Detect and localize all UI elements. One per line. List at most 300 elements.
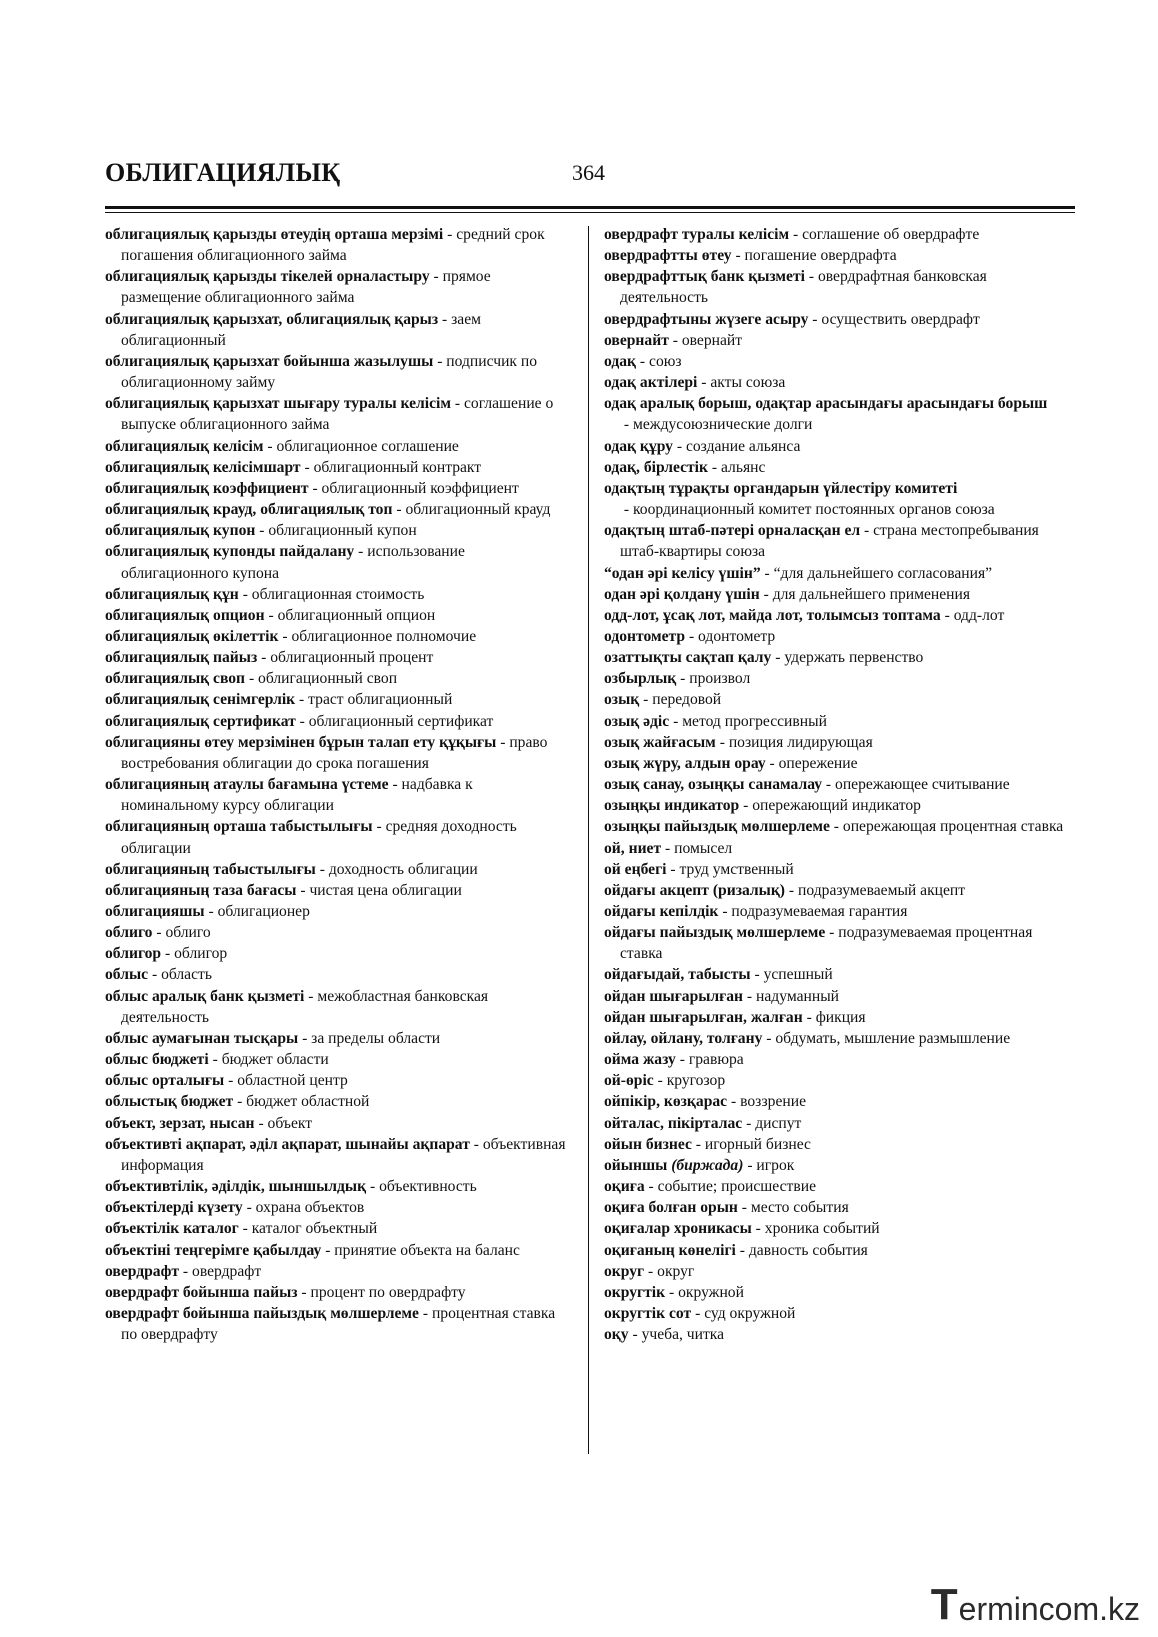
dictionary-entry [105,774,570,816]
dictionary-entry [604,859,1076,880]
entry-separator: - [254,1114,268,1132]
entry-definition: охрана объектов [255,1199,365,1217]
entry-definition: одонтометр [698,627,776,645]
entry-separator: - [242,1199,256,1217]
entry-definition: принятие объекта на баланс [334,1241,520,1259]
entry-definition: использование облигационного купона [121,543,465,582]
dictionary-entry [105,922,570,943]
entry-definition: создание альянса [685,437,801,455]
entry-separator: - [697,374,711,392]
entry-term: облигациялық қарызхат бойынша жазылушы [105,352,434,370]
entry-separator: - [735,1241,749,1259]
entry-term: овердрафт бойынша пайыз [105,1283,298,1301]
entry-term: одақтың штаб-пәтері орналасқан ел [604,522,861,540]
entry-term: облигациялық купонды пайдалану [105,543,355,561]
entry-separator: - [208,1051,222,1069]
entry-separator: - [751,1220,765,1238]
dictionary-entry [105,351,570,393]
dictionary-entry [105,1240,570,1261]
entry-definition: подразумеваемая процентная ставка [620,924,1033,963]
dictionary-entry [604,584,1076,605]
entry-definition: облигационный опцион [277,606,436,624]
dictionary-entry [604,330,1076,351]
entry-separator: - [636,352,650,370]
entry-separator: - [263,437,277,455]
left-column [105,224,570,1345]
dictionary-entry [604,266,1076,308]
entry-separator: - [691,1135,705,1153]
entry-definition: облиго [165,924,211,942]
entry-definition: овернайт [681,331,743,349]
entry-term: облыс аралық банк қызметі [105,987,305,1005]
dictionary-entry [105,1197,570,1218]
entry-definition: надбавка к номинальному курсу облигации [121,776,473,815]
dictionary-entry [604,986,1076,1007]
entry-separator: - [639,691,653,709]
entry-term: ойын бизнес [604,1135,692,1153]
entry-separator: - [676,670,690,688]
entry-definition: осуществить овердрафт [821,310,980,328]
entry-separator: - [715,733,729,751]
entry-separator: - [257,649,271,667]
entry-term: объективтілік, әділдік, шыншылдық [105,1178,367,1196]
dictionary-entry [105,266,570,308]
dictionary-entry [105,986,570,1028]
dictionary-entry [105,605,570,626]
entry-separator: - [161,945,175,963]
entry-separator: - [672,437,686,455]
dictionary-entry [105,584,570,605]
entry-separator: - [666,860,680,878]
dictionary-entry [604,1303,1076,1324]
entry-term: облигациялық қарызды тікелей орналастыру [105,268,430,286]
entry-definition: соглашение о выпуске облигационного займа [121,395,554,434]
dictionary-entry [105,732,570,774]
entry-separator: - [760,564,774,582]
entry-separator: - [731,247,745,265]
entry-separator: - [742,1114,756,1132]
dictionary-entry [604,1261,1076,1282]
entry-separator: - [661,839,675,857]
entry-separator: - [295,712,309,730]
entry-term: облыс аумағынан тысқары [105,1029,299,1047]
dictionary-entry [604,436,1076,457]
dictionary-entry [604,816,1076,837]
dictionary-entry [604,605,1076,626]
dictionary-entry [105,457,570,478]
entry-term: озыңқы пайыздық мөлшерлеме [604,818,830,836]
entry-definition: суд окружной [704,1304,796,1322]
entry-term: озбырлық [604,670,677,688]
entry-term: облигациялық қарызхат, облигациялық қарыз [105,310,439,328]
entry-term: ой-өріс [604,1072,654,1090]
entry-term: овернайт [604,331,669,349]
entry-definition: овердрафтная банковская деятельность [620,268,987,307]
entry-separator: - [300,458,314,476]
entry-separator: - [321,1241,335,1259]
entry-separator: - [451,395,465,413]
header-rule [105,206,1075,209]
entry-definition: помысел [674,839,733,857]
dictionary-entry [105,436,570,457]
entry-separator: - [675,1051,689,1069]
entry-term: озық санау, озыңқы санамалау [604,776,823,794]
entry-separator: - [644,1262,658,1280]
entry-separator: - [433,352,447,370]
entry-term: облигациялық қарызды өтеудің орташа мерзімі [105,226,444,243]
dictionary-entry [604,647,1076,668]
entry-separator: - [785,881,799,899]
entry-term: ойдан шығарылған [604,987,744,1005]
entry-term: овердрафтыны жүзеге асыру [604,310,809,328]
entry-term: облыс бюджеті [105,1051,209,1069]
dictionary-entry [604,245,1076,266]
dictionary-entry [105,309,570,351]
entry-definition: область [161,966,212,984]
entry-definition: давность события [748,1241,868,1259]
entry-definition: средняя доходность облигации [121,818,517,857]
entry-term: одақ, бірлестік [604,458,708,476]
dictionary-entry [105,901,570,922]
entry-definition: облигационный своп [258,670,398,688]
dictionary-entry [604,1324,1076,1345]
entry-term: облигацияның табыстылығы [105,860,316,878]
entry-separator: - [669,712,683,730]
dictionary-entry [105,647,570,668]
entry-term: озық [604,691,640,709]
entry-definition: округ [657,1262,695,1280]
entry-term: одақ аралық борыш, одақтар арасындағы арасындағы борыш [604,395,1048,413]
entry-definition: облигационный процент [270,649,434,667]
entry-separator: - [762,1029,776,1047]
entry-definition: “для дальнейшего согласования” [773,564,993,582]
entry-separator: - [765,754,779,772]
dictionary-entry [604,880,1076,901]
entry-separator: - [388,776,402,794]
entry-definition: каталог объектный [251,1220,378,1238]
entry-separator: - [691,1304,705,1322]
entry-term: ой еңбегі [604,860,667,878]
entry-separator: - [443,226,457,243]
dictionary-entry [105,964,570,985]
entry-separator: - [940,606,954,624]
entry-term: облигациялық келісімшарт [105,458,301,476]
entry-definition: игорный бизнес [704,1135,811,1153]
dictionary-entry [604,372,1076,393]
entry-definition: подразумеваемый акцепт [798,881,966,899]
dictionary-entry [604,478,1076,520]
header-rule-thin [105,212,1075,213]
entry-term: объектіні теңгерімге қабылдау [105,1241,322,1259]
column-divider [588,226,589,1454]
entry-term: овердрафттық банк қызметі [604,268,805,286]
entry-term: ойталас, пікірталас [604,1114,743,1132]
entry-separator: - [789,226,803,243]
entry-term: ойма жазу [604,1051,676,1069]
entry-definition: облигационер [217,903,310,920]
entry-definition: учеба, читка [641,1326,725,1344]
entry-separator: - [759,585,773,603]
dictionary-entry [105,1218,570,1239]
entry-definition: облигационный сертификат [308,712,494,730]
entry-separator: - [238,1220,252,1238]
entry-term: ойпікір, көзқарас [604,1093,728,1111]
dictionary-entry [604,393,1076,435]
entry-definition: подписчик по облигационному займу [121,352,538,392]
entry-term: одан әрі қолдану үшін [604,585,760,603]
entry-separator: - [264,606,278,624]
dictionary-entry [604,1134,1076,1155]
entry-term: облигацияны өтеу мерзімінен бұрын талап ету құқығы [105,733,497,751]
entry-separator: - [743,1156,757,1174]
dictionary-entry [105,1176,570,1197]
entry-separator: - [685,627,699,645]
entry-definition: успешный [763,966,833,984]
entry-definition: заем облигационный [121,310,481,349]
entry-definition: игрок [756,1156,795,1174]
entry-separator: - [392,501,406,519]
entry-separator: - [825,924,839,942]
entry-separator: - [808,310,822,328]
dictionary-entry [604,224,1076,245]
entry-term: облигациялық құн [105,585,239,603]
entry-definition: передовой [652,691,722,709]
entry-separator: - [860,522,874,540]
entry-separator: - [296,881,310,899]
dictionary-entry [105,1134,570,1176]
entry-definition: облигор [174,945,228,963]
dictionary-entry [105,689,570,710]
entry-definition: страна местопребывания штаб-квартиры союза [620,522,1039,561]
entry-term: облигациялық своп [105,670,246,688]
entry-term: овердрафт туралы келісім [604,226,790,243]
entry-definition: для дальнейшего применения [772,585,971,603]
entry-term: оқиға болған орын [604,1199,738,1217]
entry-term: ойдағы пайыздық мөлшерлеме [604,924,826,942]
entry-separator: - [238,585,252,603]
entry-term: озық әдіс [604,712,670,730]
entry-term: облигацияның таза бағасы [105,881,297,899]
entry-term: озық жайғасым [604,733,716,751]
entry-separator: - [750,966,764,984]
entry-definition: удержать первенство [784,649,924,667]
entry-term: оқу [604,1326,629,1344]
entry-term: облигацияның орташа табыстылығы [105,818,373,836]
entry-term: оқиға [604,1178,645,1196]
dictionary-entry [604,901,1076,922]
dictionary-entry [604,689,1076,710]
entry-term: объект, зерзат, нысан [105,1114,255,1132]
dictionary-entry [604,1113,1076,1134]
dictionary-entry [105,520,570,541]
dictionary-entry [604,1282,1076,1303]
entry-term: ойдан шығарылған, жалған [604,1008,803,1026]
entry-term: одақтың тұрақты органдарын үйлестіру комитеті [604,479,958,497]
entry-definition: союз [649,352,682,370]
entry-definition: облигационное соглашение [276,437,459,455]
dictionary-entry [604,626,1076,647]
dictionary-entry [604,1028,1076,1049]
entry-term: одд-лот, ұсақ лот, майда лот, толымсыз топтама [604,606,941,624]
dictionary-entry [604,1070,1076,1091]
dictionary-entry [105,393,570,435]
entry-separator: - [372,818,386,836]
entry-term: облиго [105,924,153,942]
entry-definition: позиция лидирующая [728,733,873,751]
dictionary-entry [105,1113,570,1134]
entry-definition: прямое размещение облигационного займа [121,268,491,307]
entry-separator: - [233,1093,247,1111]
entry-term: облигациялық сертификат [105,712,296,730]
entry-separator: - [804,268,818,286]
entry-term: облигациялық коэффициент [105,479,309,497]
dictionary-entry [105,478,570,499]
entry-term: ойдағыдай, табысты [604,966,751,984]
dictionary-entry [105,668,570,689]
entry-separator: - [245,670,259,688]
entry-separator: - [737,1199,751,1217]
dictionary-entry [105,859,570,880]
dictionary-entry [604,1155,1076,1176]
termincom-logo [931,1581,1140,1627]
entry-term: облигор [105,945,162,963]
entry-term: овердрафт бойынша пайыздық мөлшерлеме [105,1304,419,1322]
entry-separator: - [418,1304,432,1322]
entry-definition: координационный комитет постоянных органов союза [633,501,995,519]
entry-definition: соглашение об овердрафте [802,226,980,243]
dictionary-entry [604,838,1076,859]
entry-term: облигацияшы [105,903,205,920]
dictionary-entry [604,1197,1076,1218]
entry-definition: процент по овердрафту [310,1283,466,1301]
entry-term: ойлау, ойлану, толғану [604,1029,763,1047]
entry-separator: - [628,1326,642,1344]
entry-definition: акты союза [710,374,786,392]
entry-term: ойдағы акцепт (ризалық) [604,881,786,899]
dictionary-entry [105,626,570,647]
entry-separator: - [255,522,269,540]
entry-separator: - [743,987,757,1005]
dictionary-entry [604,457,1076,478]
entry-definition: обдумать, мышление размышление [775,1029,1011,1047]
entry-term: облыстық бюджет [105,1093,234,1111]
header-word: ОБЛИГАЦИЯЛЫҚ [105,158,341,187]
dictionary-entry [604,922,1076,964]
entry-definition: доходность облигации [328,860,478,878]
dictionary-entry [105,1028,570,1049]
entry-separator: - [620,501,633,519]
entry-term: облыс орталығы [105,1072,225,1090]
entry-definition: фикция [815,1008,866,1026]
entry-term: объектілік каталог [105,1220,239,1238]
entry-term: овердрафт [105,1262,180,1280]
entry-definition: опережающее считывание [835,776,1010,794]
entry-definition: облигационная стоимость [251,585,425,603]
dictionary-entry [105,541,570,583]
dictionary-entry [604,753,1076,774]
entry-separator: - [308,479,322,497]
entry-definition: средний срок погашения облигационного займа [121,226,545,265]
entry-separator: - [152,924,166,942]
entry-definition: облигационный купон [268,522,417,540]
entry-definition: диспут [755,1114,802,1132]
dictionary-entry [604,774,1076,795]
entry-term: облигациялық пайыз [105,649,258,667]
dictionary-entry [105,1303,570,1345]
entry-term: одонтометр [604,627,686,645]
entry-definition: надуманный [756,987,840,1005]
entry-term: одақ құру [604,437,673,455]
entry-separator: - [179,1262,193,1280]
dictionary-entry [105,1070,570,1091]
dictionary-entry [105,1261,570,1282]
entry-term: овердрафтты өтеу [604,247,732,265]
entry-definition: траст облигационный [308,691,453,709]
entry-definition: воззрение [740,1093,807,1111]
entry-separator: - [298,1029,312,1047]
dictionary-entry [604,1049,1076,1070]
entry-definition: опережение [778,754,858,772]
entry-definition: объект [267,1114,313,1132]
entry-term: объективті ақпарат, әділ ақпарат, шынайы ақпарат [105,1135,470,1153]
entry-separator: - [496,733,510,751]
entry-term: округтік сот [604,1304,692,1322]
dictionary-entry [604,711,1076,732]
entry-separator: - [620,416,633,434]
dictionary-entry [604,351,1076,372]
entry-definition: процентная ставка по овердрафту [121,1304,556,1344]
dictionary-entry [604,309,1076,330]
entry-term: одақ [604,352,637,370]
entry-definition: место события [750,1199,849,1217]
entry-definition: хроника событий [764,1220,880,1238]
entry-definition: подразумеваемая гарантия [731,903,908,920]
entry-separator: - [429,268,443,286]
entry-definition: облигационный крауд [405,501,551,519]
entry-term: оқиғаның көнелігі [604,1241,736,1259]
dictionary-entry [105,1049,570,1070]
entry-separator: - [297,1283,311,1301]
dictionary-entry [105,880,570,901]
entry-separator: - [802,1008,816,1026]
dictionary-entry [604,563,1076,584]
entry-definition: чистая цена облигации [309,881,462,899]
entry-definition: метод прогрессивный [682,712,827,730]
entry-separator: - [354,543,368,561]
entry-separator: - [295,691,309,709]
dictionary-entry [604,668,1076,689]
entry-definition: межобластная банковская деятельность [121,987,489,1026]
dictionary-entry [604,732,1076,753]
entry-definition: бюджет области [221,1051,329,1069]
dictionary-entry [604,1218,1076,1239]
entry-definition: гравюра [688,1051,744,1069]
entry-term: оқиғалар хроникасы [604,1220,752,1238]
entry-term: озыңқы индикатор [604,797,740,815]
entry-separator: - [653,1072,667,1090]
entry-separator: - [148,966,162,984]
entry-term: округтік [604,1283,666,1301]
right-column [604,224,1076,1345]
logo-letter: T [930,1580,958,1629]
dictionary-entry [105,499,570,520]
dictionary-entry [604,795,1076,816]
entry-separator: - [304,987,318,1005]
entry-term: одақ актілері [604,374,698,392]
entry-definition: одд-лот [953,606,1005,624]
dictionary-entry [105,1091,570,1112]
entry-definition: окружной [678,1283,744,1301]
